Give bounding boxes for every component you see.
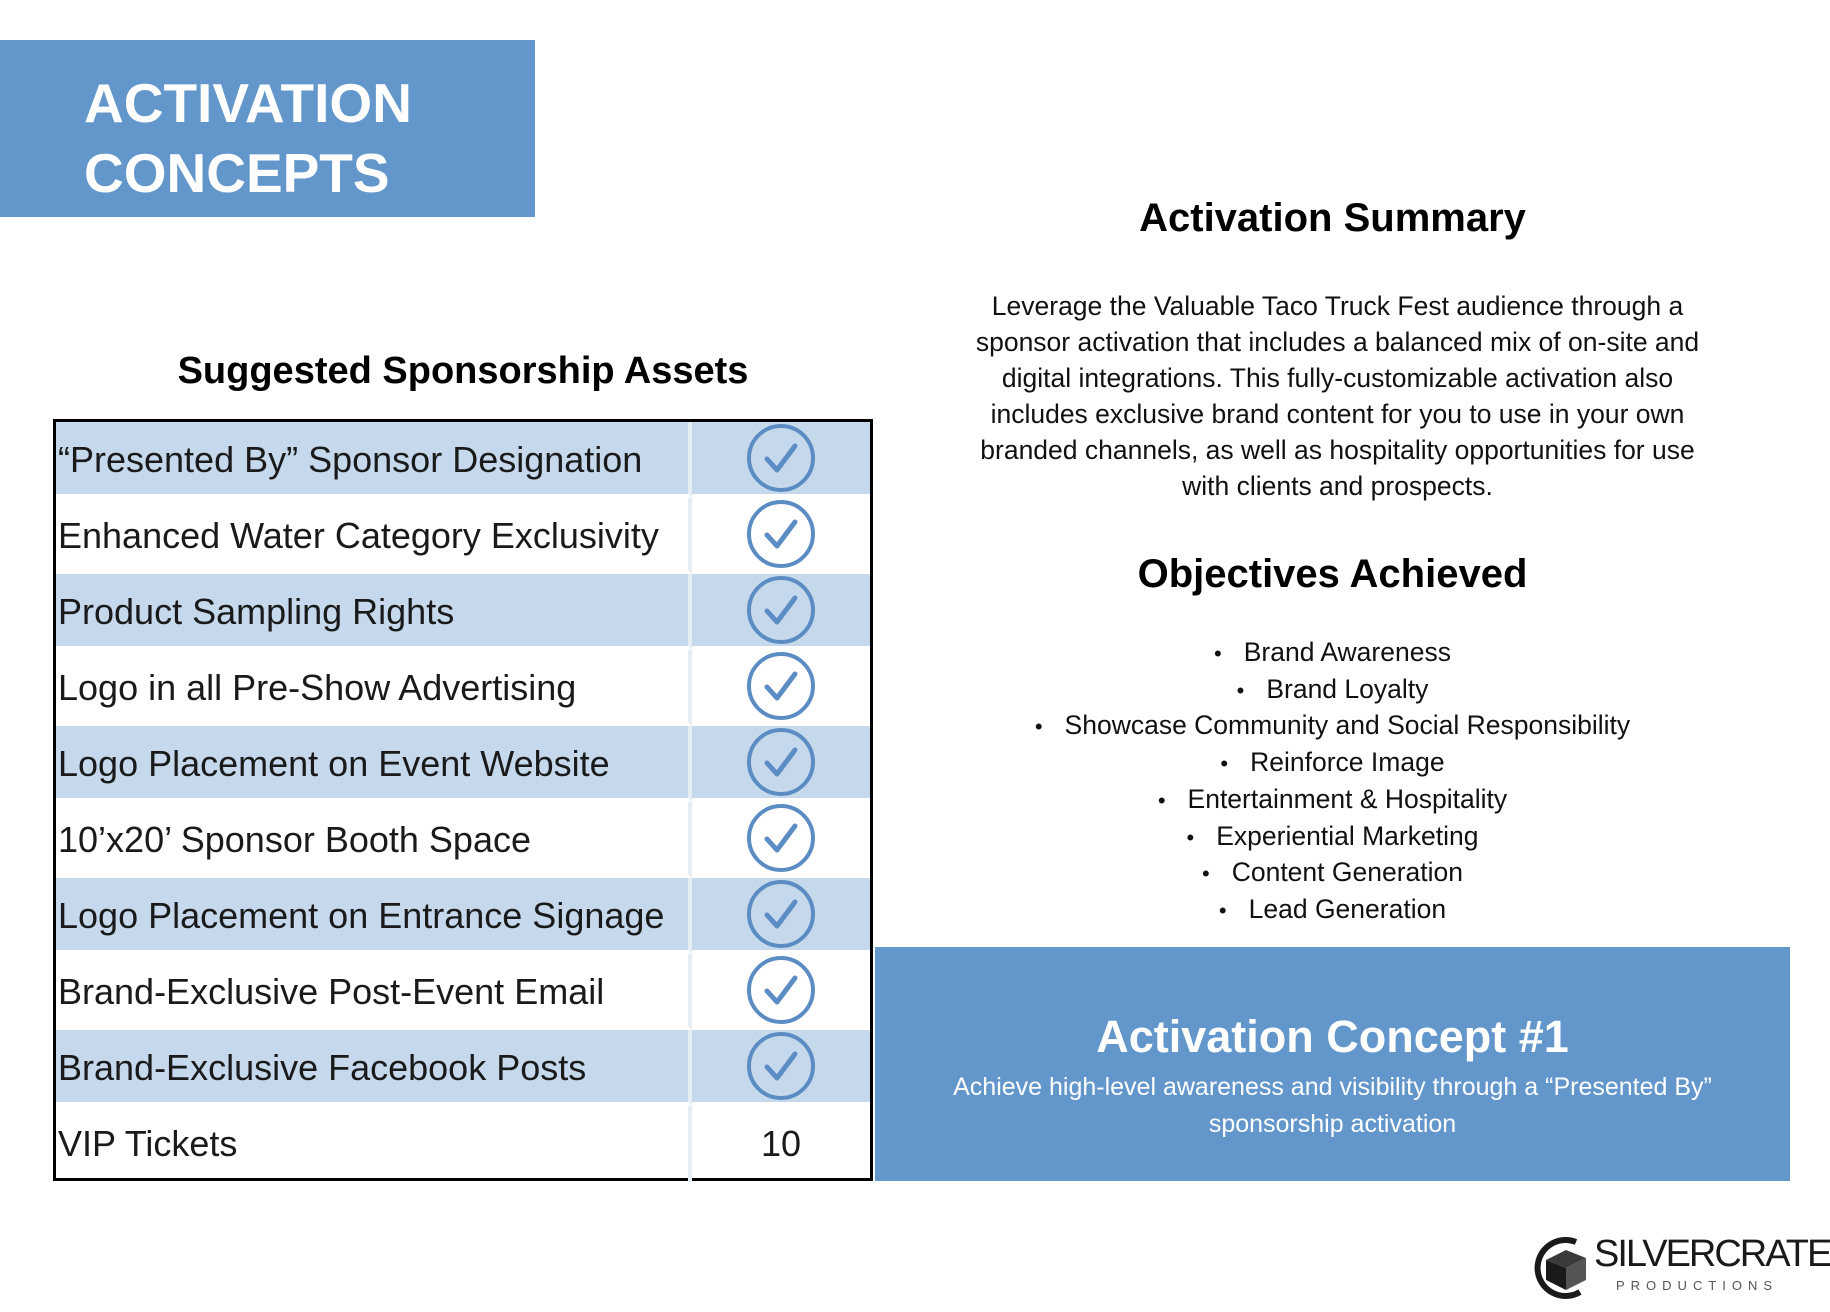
asset-value-cell	[692, 574, 870, 650]
assets-title: Suggested Sponsorship Assets	[177, 350, 749, 392]
asset-label: Logo Placement on Entrance Signage	[56, 878, 692, 954]
logo-subtitle: PRODUCTIONS	[1616, 1278, 1779, 1293]
list-item	[875, 635, 1790, 672]
page-title: ACTIVATION CONCEPTS	[84, 72, 412, 204]
concept-title: Activation Concept #1	[1096, 1011, 1569, 1062]
check-circle-icon	[745, 726, 817, 798]
bullet-icon: •	[1202, 861, 1210, 887]
asset-label: Enhanced Water Category Exclusivity	[56, 498, 692, 574]
summary-text: Leverage the Valuable Taco Truck Fest audience through a sponsor activation that includes a balanced mix of on-site and digital integrations. This fully-customizable activation also includes exclusive brand content for you to use in your own branded channels, as well as hospitality opportunities for use with clients and prospects.	[975, 291, 1700, 501]
bullet-icon: •	[1236, 677, 1245, 703]
objective-text: Lead Generation	[1248, 893, 1447, 924]
check-circle-icon	[745, 878, 817, 950]
silvercrate-crate-icon	[1532, 1234, 1592, 1300]
table-row	[56, 650, 870, 726]
table-row	[56, 422, 870, 498]
asset-value-cell	[692, 878, 870, 954]
asset-label: VIP Tickets	[56, 1106, 692, 1182]
asset-value-cell	[692, 802, 870, 878]
silvercrate-logo	[1532, 1232, 1830, 1302]
bullet-icon: •	[1218, 897, 1227, 923]
list-item	[875, 672, 1790, 709]
asset-label: Brand-Exclusive Post-Event Email	[56, 954, 692, 1030]
table-row	[56, 574, 870, 650]
table-row	[56, 1106, 870, 1182]
list-item	[875, 782, 1790, 819]
list-item	[875, 892, 1790, 929]
table-row	[56, 726, 870, 802]
bullet-icon: •	[1220, 751, 1229, 777]
asset-value-cell	[692, 726, 870, 802]
table-row	[56, 498, 870, 574]
list-item	[875, 745, 1790, 782]
bullet-icon: •	[1034, 714, 1043, 740]
objectives-list	[875, 635, 1790, 929]
objective-text: Reinforce Image	[1250, 747, 1445, 778]
check-circle-icon	[745, 422, 817, 494]
check-circle-icon	[745, 650, 817, 722]
asset-value-cell	[692, 954, 870, 1030]
table-row	[56, 802, 870, 878]
check-circle-icon	[745, 574, 817, 646]
concept-banner	[875, 947, 1790, 1181]
list-item	[875, 855, 1790, 892]
header-banner	[0, 40, 535, 217]
asset-label: 10’x20’ Sponsor Booth Space	[56, 802, 692, 878]
objective-text: Experiential Marketing	[1216, 820, 1479, 851]
bullet-icon: •	[1157, 787, 1166, 813]
objective-text: Brand Loyalty	[1266, 673, 1429, 704]
asset-label: Logo in all Pre-Show Advertising	[56, 650, 692, 726]
asset-count: 10	[760, 1123, 802, 1164]
list-item	[875, 708, 1790, 745]
logo-name: SILVERCRATE	[1594, 1233, 1830, 1275]
asset-value-cell	[692, 498, 870, 574]
asset-value-cell	[692, 422, 870, 498]
asset-label: Product Sampling Rights	[56, 574, 692, 650]
bullet-icon: •	[1186, 824, 1195, 850]
table-row	[56, 1030, 870, 1106]
table-row	[56, 954, 870, 1030]
asset-value-cell	[692, 650, 870, 726]
check-circle-icon	[745, 802, 817, 874]
concept-subtitle: Achieve high-level awareness and visibility through a “Presented By” sponsorship activation	[953, 1073, 1712, 1138]
summary-heading: Activation Summary	[1139, 196, 1526, 240]
asset-label: Logo Placement on Event Website	[56, 726, 692, 802]
asset-label: “Presented By” Sponsor Designation	[56, 422, 692, 498]
list-item	[875, 819, 1790, 856]
check-circle-icon	[745, 1030, 817, 1102]
objective-text: Showcase Community and Social Responsibility	[1064, 710, 1631, 741]
check-circle-icon	[745, 954, 817, 1026]
asset-label: Brand-Exclusive Facebook Posts	[56, 1030, 692, 1106]
assets-table	[53, 419, 873, 1181]
objective-text: Content Generation	[1231, 857, 1463, 888]
bullet-icon: •	[1214, 641, 1222, 666]
asset-value-cell	[692, 1030, 870, 1106]
objective-text: Brand Awareness	[1243, 637, 1451, 667]
table-row	[56, 878, 870, 954]
objective-text: Entertainment & Hospitality	[1187, 783, 1508, 814]
asset-value-cell	[692, 1106, 870, 1182]
check-circle-icon	[745, 498, 817, 570]
objectives-heading: Objectives Achieved	[1137, 552, 1528, 596]
